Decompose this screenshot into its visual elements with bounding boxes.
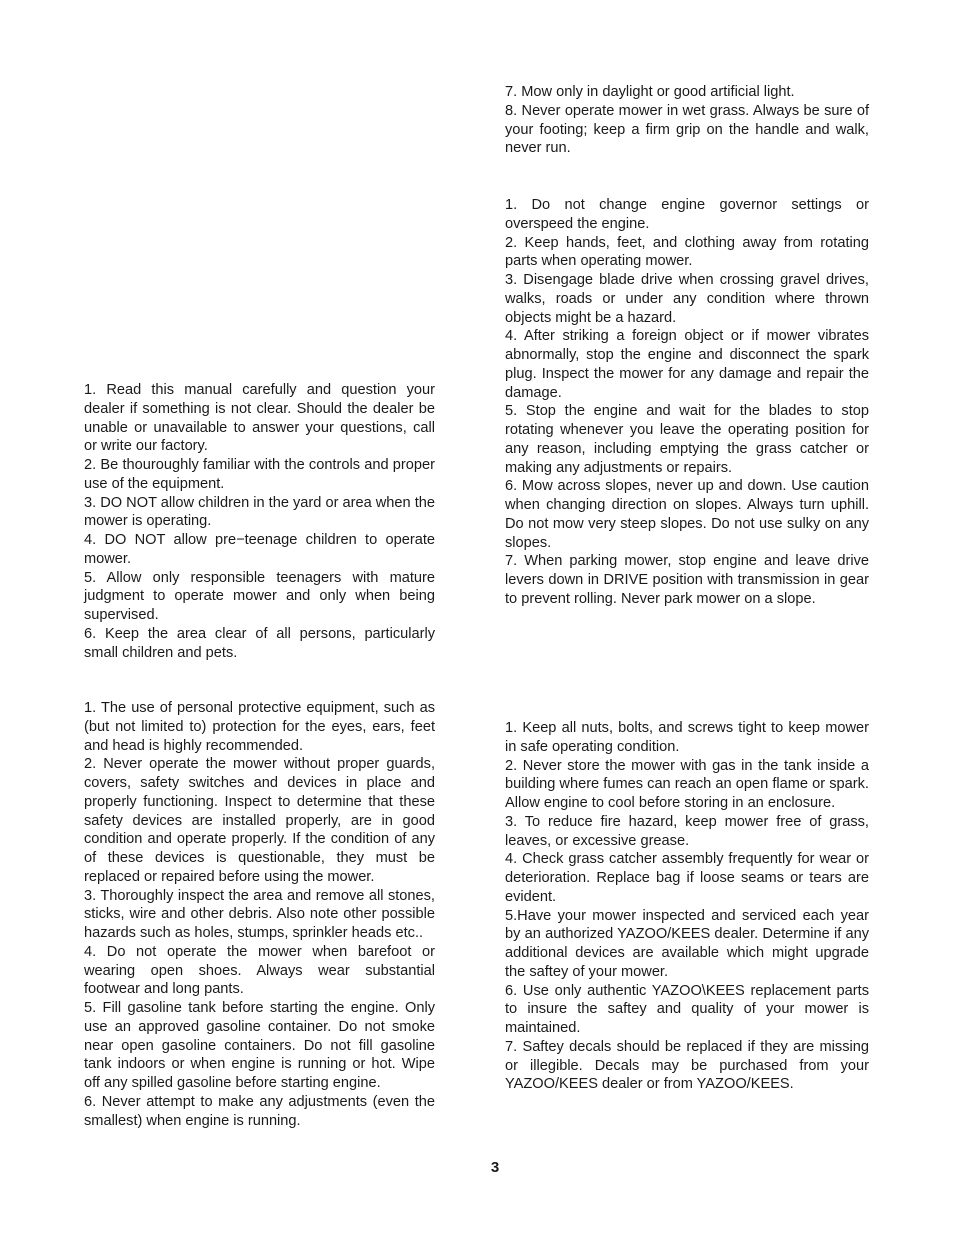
list-item: 3. To reduce fire hazard, keep mower free of grass, leaves, or excessive grease. <box>505 813 869 849</box>
list-item: 1. The use of personal protective equipment, such as (but not limited to) protection for the eyes, ears, feet and head is highly recommended. <box>84 700 435 754</box>
list-item: 5. Fill gasoline tank before starting the engine. Only use an approved gasoline container. Do not smoke near open gasoline containers. Do not fill gasoline tank indoors or when engine is running or hot. Wipe off any spilled gasoline before starting engine. <box>84 1000 435 1091</box>
list-item: 6. Mow across slopes, never up and down. Use caution when changing direction on slopes. Always turn uphill. Do not mow very steep slopes. Do not use sulky on any slopes. <box>505 478 869 551</box>
list-item: 7. Mow only in daylight or good artificial light. <box>505 84 795 100</box>
list-item: 4. Do not operate the mower when barefoot or wearing open shoes. Always wear substantial footwear and long pants. <box>84 943 435 998</box>
list-item: 2. Keep hands, feet, and clothing away from rotating parts when operating mower. <box>505 234 869 270</box>
preparation-safety-list <box>84 699 435 1130</box>
list-item: 3. Thoroughly inspect the area and remove all stones, sticks, wire and other debris. Also note other possible hazards such as holes, stumps, sprinkler heads etc.. <box>84 887 435 941</box>
list-item: 6. Never attempt to make any adjustments (even the smallest) when engine is running. <box>84 1093 435 1129</box>
list-item: 2. Never store the mower with gas in the tank inside a building where fumes can reach an open flame or spark. Allow engine to cool before storing in an enclosure. <box>505 757 869 811</box>
list-item: 2. Never operate the mower without proper guards, covers, safety switches and devices in place and properly functioning. Inspect to determine that these safety devices are installed properly, are in good condition and operate properly. If the condition of any of these devices is questionable, they must be replaced or repaired before using the mower. <box>84 756 435 885</box>
list-item: 4. DO NOT allow pre−teenage children to operate mower. <box>84 532 435 567</box>
list-item: 5. Stop the engine and wait for the blades to stop rotating whenever you leave the operating position for any reason, including emptying the grass catcher or making any adjustments or repairs. <box>505 403 869 476</box>
general-safety-list <box>84 381 435 662</box>
list-item: 4. After striking a foreign object or if mower vibrates abnormally, stop the engine and disconnect the spark plug. Inspect the mower for any damage and repair the damage. <box>505 328 869 401</box>
list-item: 7. When parking mower, stop engine and leave drive levers down in DRIVE position with transmission in gear to prevent rolling. Never park mower on a slope. <box>505 553 869 607</box>
list-item: 5. Allow only responsible teenagers with mature judgment to operate mower and only when being supervised. <box>84 569 435 623</box>
list-item: 1. Do not change engine governor settings or overspeed the engine. <box>505 197 869 232</box>
list-item: 1. Read this manual carefully and question your dealer if something is not clear. Should the dealer be unable or unavailable to answer your questions, call or write our factory. <box>84 382 435 455</box>
operation-safety-list <box>505 196 869 609</box>
list-item: 5.Have your mower inspected and serviced each year by an authorized YAZOO/KEES dealer. Determine if any additional devices are available which might upgrade the saftey of your mower. <box>505 907 869 980</box>
list-item: 6. Use only authentic YAZOO\KEES replacement parts to insure the saftey and quality of your mower is maintained. <box>505 982 869 1036</box>
list-item: 1. Keep all nuts, bolts, and screws tight to keep mower in safe operating condition. <box>505 720 869 755</box>
list-item: 8. Never operate mower in wet grass. Always be sure of your footing; keep a firm grip on the handle and walk, never run. <box>505 102 869 157</box>
page-number: 3 <box>490 1159 500 1176</box>
list-item: 3. DO NOT allow children in the yard or area when the mower is operating. <box>84 494 435 530</box>
list-item: 4. Check grass catcher assembly frequently for wear or deterioration. Replace bag if loose seams or tears are evident. <box>505 851 869 905</box>
list-item: 3. Disengage blade drive when crossing gravel drives, walks, roads or under any condition where thrown objects might be a hazard. <box>505 272 869 326</box>
list-item: 2. Be thouroughly familiar with the controls and proper use of the equipment. <box>84 457 435 492</box>
maintenance-safety-list <box>505 719 869 1094</box>
list-item: 6. Keep the area clear of all persons, particularly small children and pets. <box>84 625 435 661</box>
list-item: 7. Saftey decals should be replaced if they are missing or illegible. Decals may be purchased from your YAZOO/KEES dealer or from YAZOO/KEES. <box>505 1038 869 1093</box>
preparation-safety-list-continued <box>505 83 869 158</box>
